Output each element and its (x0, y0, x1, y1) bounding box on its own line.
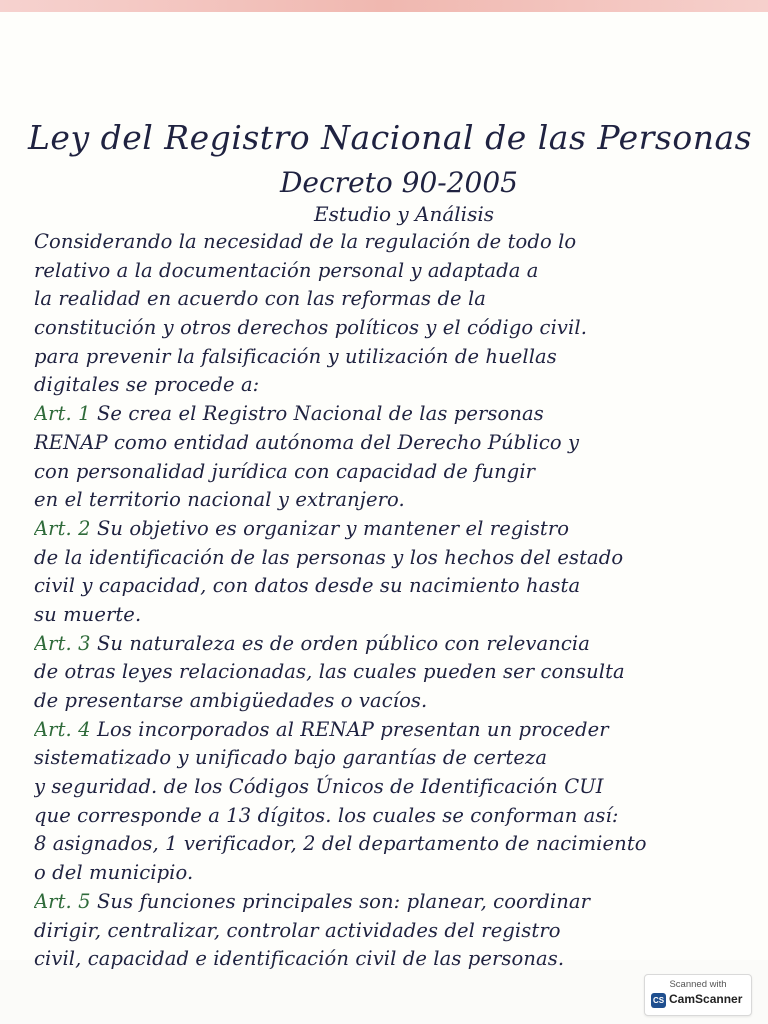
text-line (34, 515, 750, 544)
text-line (34, 630, 750, 659)
document-subtitle: Decreto 90-2005 (279, 166, 518, 199)
line-text: la realidad en acuerdo con las reformas de la (34, 287, 487, 311)
text-line (34, 658, 750, 687)
text-line (34, 744, 750, 773)
article-label: Art. 4 (34, 717, 91, 741)
page-top-edge (0, 0, 768, 12)
line-text: civil y capacidad, con datos desde su nacimiento hasta (34, 574, 581, 598)
handwritten-body (34, 228, 750, 974)
line-text: en el territorio nacional y extranjero. (34, 488, 405, 512)
line-text: o del municipio. (34, 861, 194, 885)
line-text: para prevenir la falsificación y utilización de huellas (34, 344, 557, 368)
text-line (34, 716, 750, 745)
line-text: con personalidad jurídica con capacidad de fungir (34, 459, 536, 483)
text-line (34, 371, 750, 400)
text-line (34, 830, 750, 859)
line-text: constitución y otros derechos políticos y el código civil. (34, 316, 587, 340)
line-text: RENAP como entidad autónoma del Derecho Público y (34, 430, 580, 454)
text-line (34, 257, 750, 286)
text-line (34, 285, 750, 314)
text-line (34, 802, 750, 831)
camscanner-logo-icon: CS (651, 993, 666, 1008)
line-text: Sus funciones principales son: planear, coordinar (90, 889, 591, 913)
line-text: de otras leyes relacionadas, las cuales pueden ser consulta (34, 660, 625, 684)
text-line (34, 917, 750, 946)
line-text: Su naturaleza es de orden público con relevancia (90, 631, 590, 655)
line-text: Los incorporados al RENAP presentan un proceder (90, 717, 609, 741)
line-text: relativo a la documentación personal y adaptada a (34, 258, 539, 282)
text-line (34, 773, 750, 802)
line-text: digitales se procede a: (34, 373, 260, 397)
text-line (34, 945, 750, 974)
watermark-caption: Scanned with (669, 979, 727, 990)
line-text: que corresponde a 13 dígitos. los cuales se conforman así: (34, 803, 619, 827)
camscanner-watermark (644, 974, 752, 1016)
text-line (34, 343, 750, 372)
line-text: de la identificación de las personas y los hechos del estado (34, 545, 624, 569)
text-line (34, 458, 750, 487)
text-line (34, 859, 750, 888)
line-text: Su objetivo es organizar y mantener el registro (90, 516, 570, 540)
article-label: Art. 2 (34, 516, 91, 540)
text-line (34, 572, 750, 601)
line-text: sistematizado y unificado bajo garantías de certeza (34, 746, 548, 770)
text-line (34, 400, 750, 429)
line-text: Se crea el Registro Nacional de las personas (90, 402, 544, 426)
article-label: Art. 3 (34, 631, 91, 655)
line-text: y seguridad. de los Códigos Únicos de Identificación CUI (34, 775, 604, 799)
line-text: civil, capacidad e identificación civil de las personas. (34, 947, 565, 971)
article-label: Art. 5 (34, 889, 91, 913)
line-text: Considerando la necesidad de la regulación de todo lo (34, 230, 577, 253)
watermark-brand: CamScanner (669, 992, 743, 1006)
line-text: 8 asignados, 1 verificador, 2 del departamento de nacimiento (34, 832, 647, 856)
text-line (34, 314, 750, 343)
text-line (34, 544, 750, 573)
article-label: Art. 1 (34, 402, 91, 426)
text-line (34, 888, 750, 917)
document-title: Ley del Registro Nacional de las Personas (28, 118, 753, 157)
text-line (34, 429, 750, 458)
line-text: su muerte. (34, 602, 142, 626)
document-heading: Estudio y Análisis (314, 202, 494, 226)
text-line (34, 687, 750, 716)
text-line (34, 486, 750, 515)
text-line (34, 228, 750, 257)
line-text: de presentarse ambigüedades o vacíos. (34, 689, 428, 712)
line-text: dirigir, centralizar, controlar actividades del registro (34, 918, 561, 942)
text-line (34, 601, 750, 630)
